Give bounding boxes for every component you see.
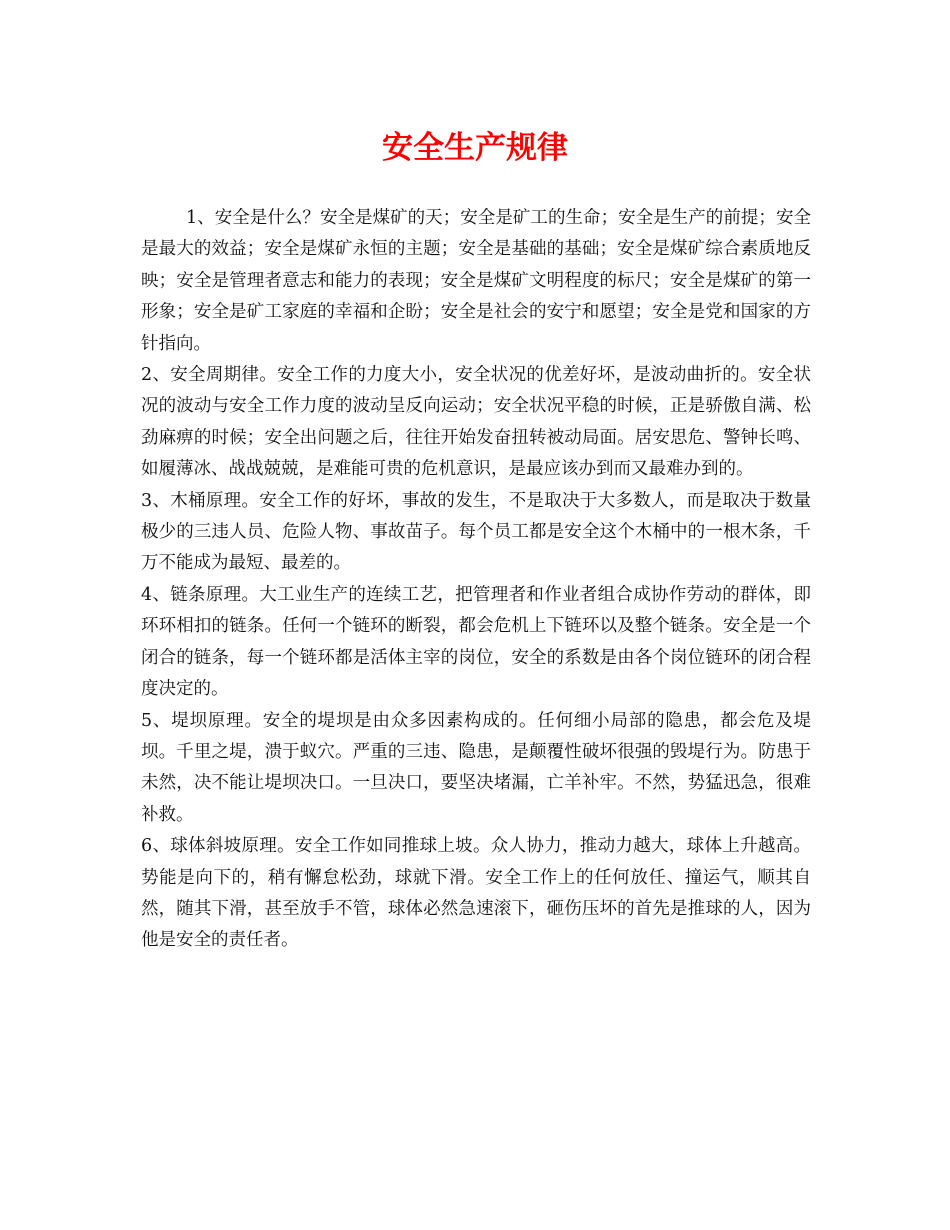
paragraph-3: 3、木桶原理。安全工作的好坏，事故的发生，不是取决于大多数人，而是取决于数量极少的三违人员、危险人物、事故苗子。每个员工都是安全这个木桶中的一根木条，千万不能成为最短、最差的。 (141, 490, 811, 574)
paragraph-1: 1、安全是什么？安全是煤矿的天；安全是矿工的生命；安全是生产的前提；安全是最大的效益；安全是煤矿永恒的主题；安全是基础的基础；安全是煤矿综合素质地反映；安全是管理者意志和能力的表现；安全是煤矿文明程度的标尺；安全是煤矿的第一形象；安全是矿工家庭的幸福和企盼；安全是社会的安宁和愿望；安全是党和国家的方针指向。 (141, 208, 811, 354)
document-title: 安全生产规律 (382, 130, 568, 166)
paragraph-6: 6、球体斜坡原理。安全工作如同推球上坡。众人协力，推动力越大，球体上升越高。势能是向下的，稍有懈怠松劲，球就下滑。安全工作上的任何放任、撞运气，顺其自然，随其下滑，甚至放手不管，球体必然急速滚下，砸伤压坏的首先是推球的人，因为他是安全的责任者。 (141, 836, 811, 951)
document-body (141, 203, 811, 957)
paragraph-5: 5、堤坝原理。安全的堤坝是由众多因素构成的。任何细小局部的隐患，都会危及堤坝。千里之堤，溃于蚁穴。严重的三违、隐患，是颠覆性破坏很强的毁堤行为。防患于未然，决不能让堤坝决口。一旦决口，要坚决堵漏，亡羊补牢。不然，势猛迅急，很难补救。 (141, 710, 811, 825)
paragraph-2: 2、安全周期律。安全工作的力度大小，安全状况的优差好坏，是波动曲折的。安全状况的波动与安全工作力度的波动呈反向运动；安全状况平稳的时候，正是骄傲自满、松劲麻痹的时候；安全出问题之后，往往开始发奋扭转被动局面。居安思危、警钟长鸣、如履薄冰、战战兢兢，是难能可贵的危机意识，是最应该办到而又最难办到的。 (141, 365, 811, 480)
paragraph-4: 4、链条原理。大工业生产的连续工艺，把管理者和作业者组合成协作劳动的群体，即环环相扣的链条。任何一个链环的断裂，都会危机上下链环以及整个链条。安全是一个闭合的链条，每一个链环都是活体主宰的岗位，安全的系数是由各个岗位链环的闭合程度决定的。 (141, 584, 811, 700)
